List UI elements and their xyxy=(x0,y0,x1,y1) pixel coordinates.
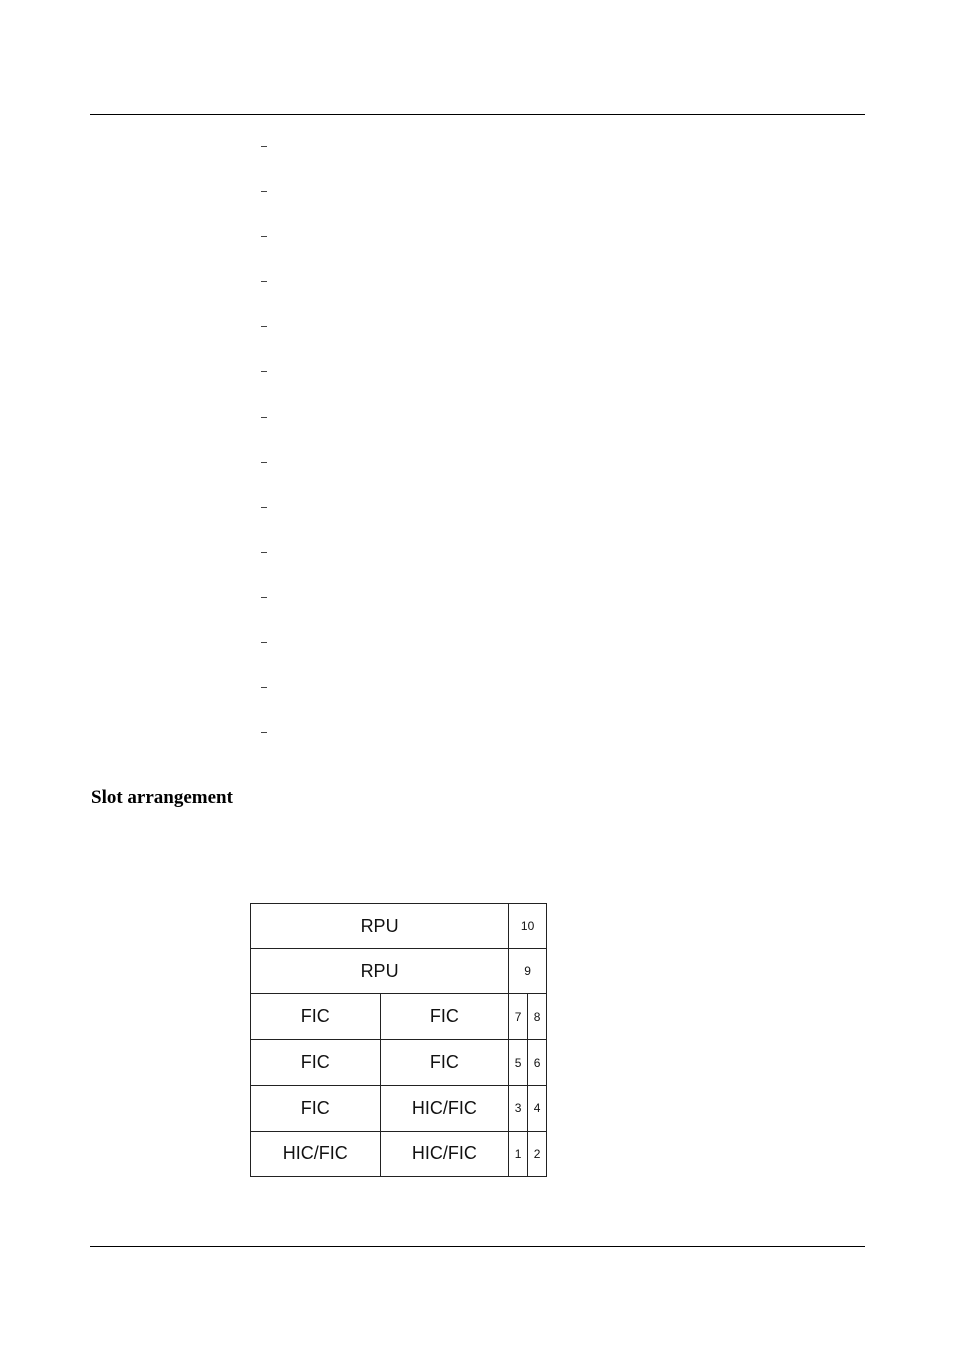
dash-bullet-icon xyxy=(261,281,267,282)
slot-number: 4 xyxy=(528,1085,547,1131)
slot-number: 9 xyxy=(509,949,547,994)
dash-bullet-icon xyxy=(261,687,267,688)
dash-bullet-icon xyxy=(261,417,267,418)
slot-cell: RPU xyxy=(251,949,509,994)
slot-number: 5 xyxy=(509,1040,528,1085)
slot-cell: RPU xyxy=(251,904,509,949)
header-rule xyxy=(90,114,865,115)
slot-number: 1 xyxy=(509,1131,528,1176)
slot-number: 10 xyxy=(509,904,547,949)
table-row xyxy=(251,1040,547,1085)
slot-number: 2 xyxy=(528,1131,547,1176)
table-row xyxy=(251,904,547,949)
slot-cell: HIC/FIC xyxy=(380,1085,509,1131)
dash-bullet-icon xyxy=(261,597,267,598)
slot-number: 7 xyxy=(509,994,528,1040)
section-heading: Slot arrangement xyxy=(91,787,233,808)
slot-cell: FIC xyxy=(251,1085,381,1131)
dash-bullet-icon xyxy=(261,552,267,553)
dash-bullet-icon xyxy=(261,732,267,733)
slot-number: 8 xyxy=(528,994,547,1040)
slot-arrangement-table xyxy=(250,903,547,1177)
slot-cell: FIC xyxy=(251,994,381,1040)
slot-cell: HIC/FIC xyxy=(380,1131,509,1176)
slot-number: 3 xyxy=(509,1085,528,1131)
slot-number: 6 xyxy=(528,1040,547,1085)
dash-bullet-icon xyxy=(261,191,267,192)
dash-bullet-icon xyxy=(261,371,267,372)
dash-bullet-icon xyxy=(261,507,267,508)
table-row xyxy=(251,1131,547,1176)
table-row xyxy=(251,1085,547,1131)
footer-rule xyxy=(90,1246,865,1247)
table-row xyxy=(251,994,547,1040)
dash-bullet-icon xyxy=(261,236,267,237)
dash-bullet-icon xyxy=(261,462,267,463)
table-row xyxy=(251,949,547,994)
dash-bullet-icon xyxy=(261,326,267,327)
dash-bullet-icon xyxy=(261,146,267,147)
slot-cell: HIC/FIC xyxy=(251,1131,381,1176)
slot-cell: FIC xyxy=(380,994,509,1040)
slot-cell: FIC xyxy=(380,1040,509,1085)
slot-cell: FIC xyxy=(251,1040,381,1085)
dash-bullet-icon xyxy=(261,642,267,643)
